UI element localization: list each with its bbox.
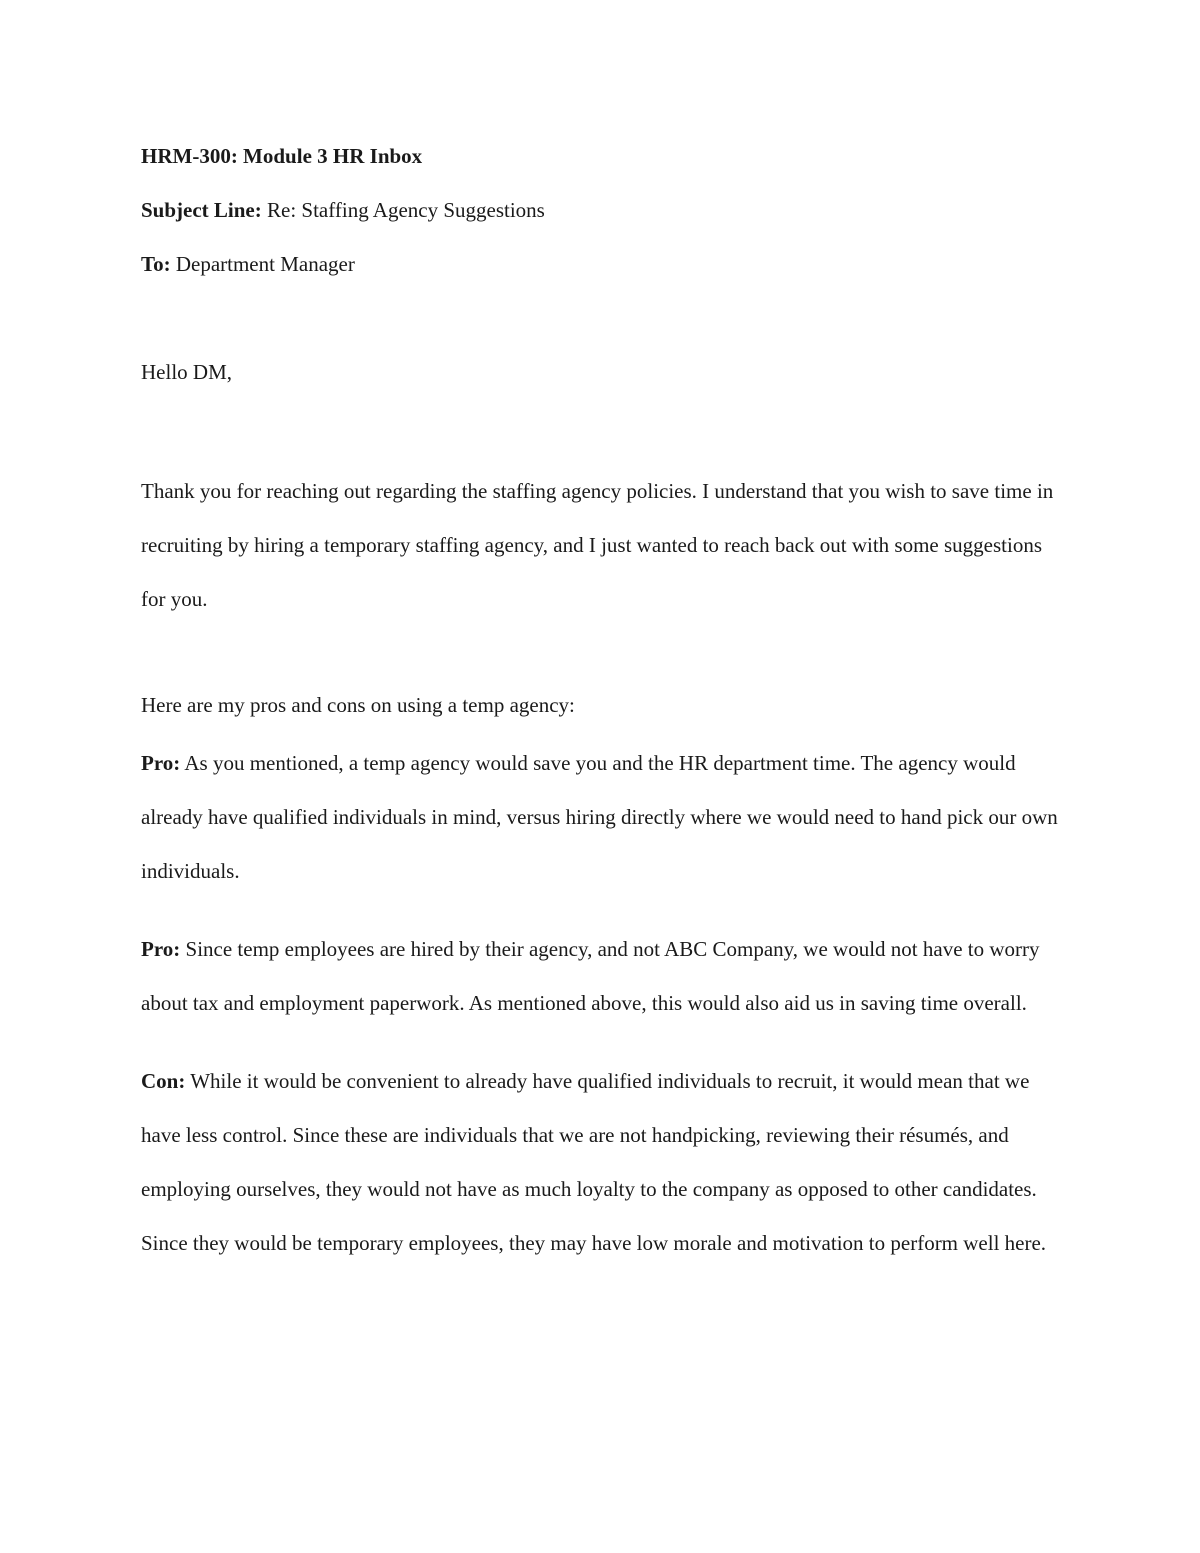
con-point-1 — [141, 1054, 1061, 1270]
point-label: Pro: — [141, 937, 181, 961]
to-label: To: — [141, 252, 171, 276]
recipient-line — [141, 248, 1061, 280]
list-intro: Here are my pros and cons on using a temp agency: — [141, 693, 575, 717]
to-value: Department Manager — [175, 252, 355, 276]
point-text: While it would be convenient to already have qualified individuals to recruit, it would mean that we have less control. Since these are individuals that we are not handpicking, reviewing their résumés, and employing ourselves, they would not have as much loyalty to the company as opposed to other candidates. Since they would be temporary employees, they may have low morale and motivation to perform well here. — [141, 1069, 1047, 1255]
point-text: Since temp employees are hired by their agency, and not ABC Company, we would not have to worry about tax and employment paperwork. As mentioned above, this would also aid us in saving time overall. — [141, 937, 1040, 1015]
pro-point-1 — [141, 736, 1061, 898]
document-content — [141, 140, 1061, 1270]
subject-value: Re: Staffing Agency Suggestions — [267, 198, 545, 222]
point-text: As you mentioned, a temp agency would save you and the HR department time. The agency would already have qualified individuals in mind, versus hiring directly where we would need to hand pick our own individuals. — [141, 751, 1058, 883]
point-label: Pro: — [141, 751, 181, 775]
subject-line — [141, 194, 1061, 226]
intro-paragraph: Thank you for reaching out regarding the staffing agency policies. I understand that you wish to save time in recruiting by hiring a temporary staffing agency, and I just wanted to reach back out with some suggestions for you. — [141, 479, 1054, 611]
point-label: Con: — [141, 1069, 186, 1093]
subject-label: Subject Line: — [141, 198, 262, 222]
document-title: HRM-300: Module 3 HR Inbox — [141, 144, 423, 168]
greeting: Hello DM, — [141, 360, 232, 384]
pro-point-2 — [141, 922, 1061, 1030]
